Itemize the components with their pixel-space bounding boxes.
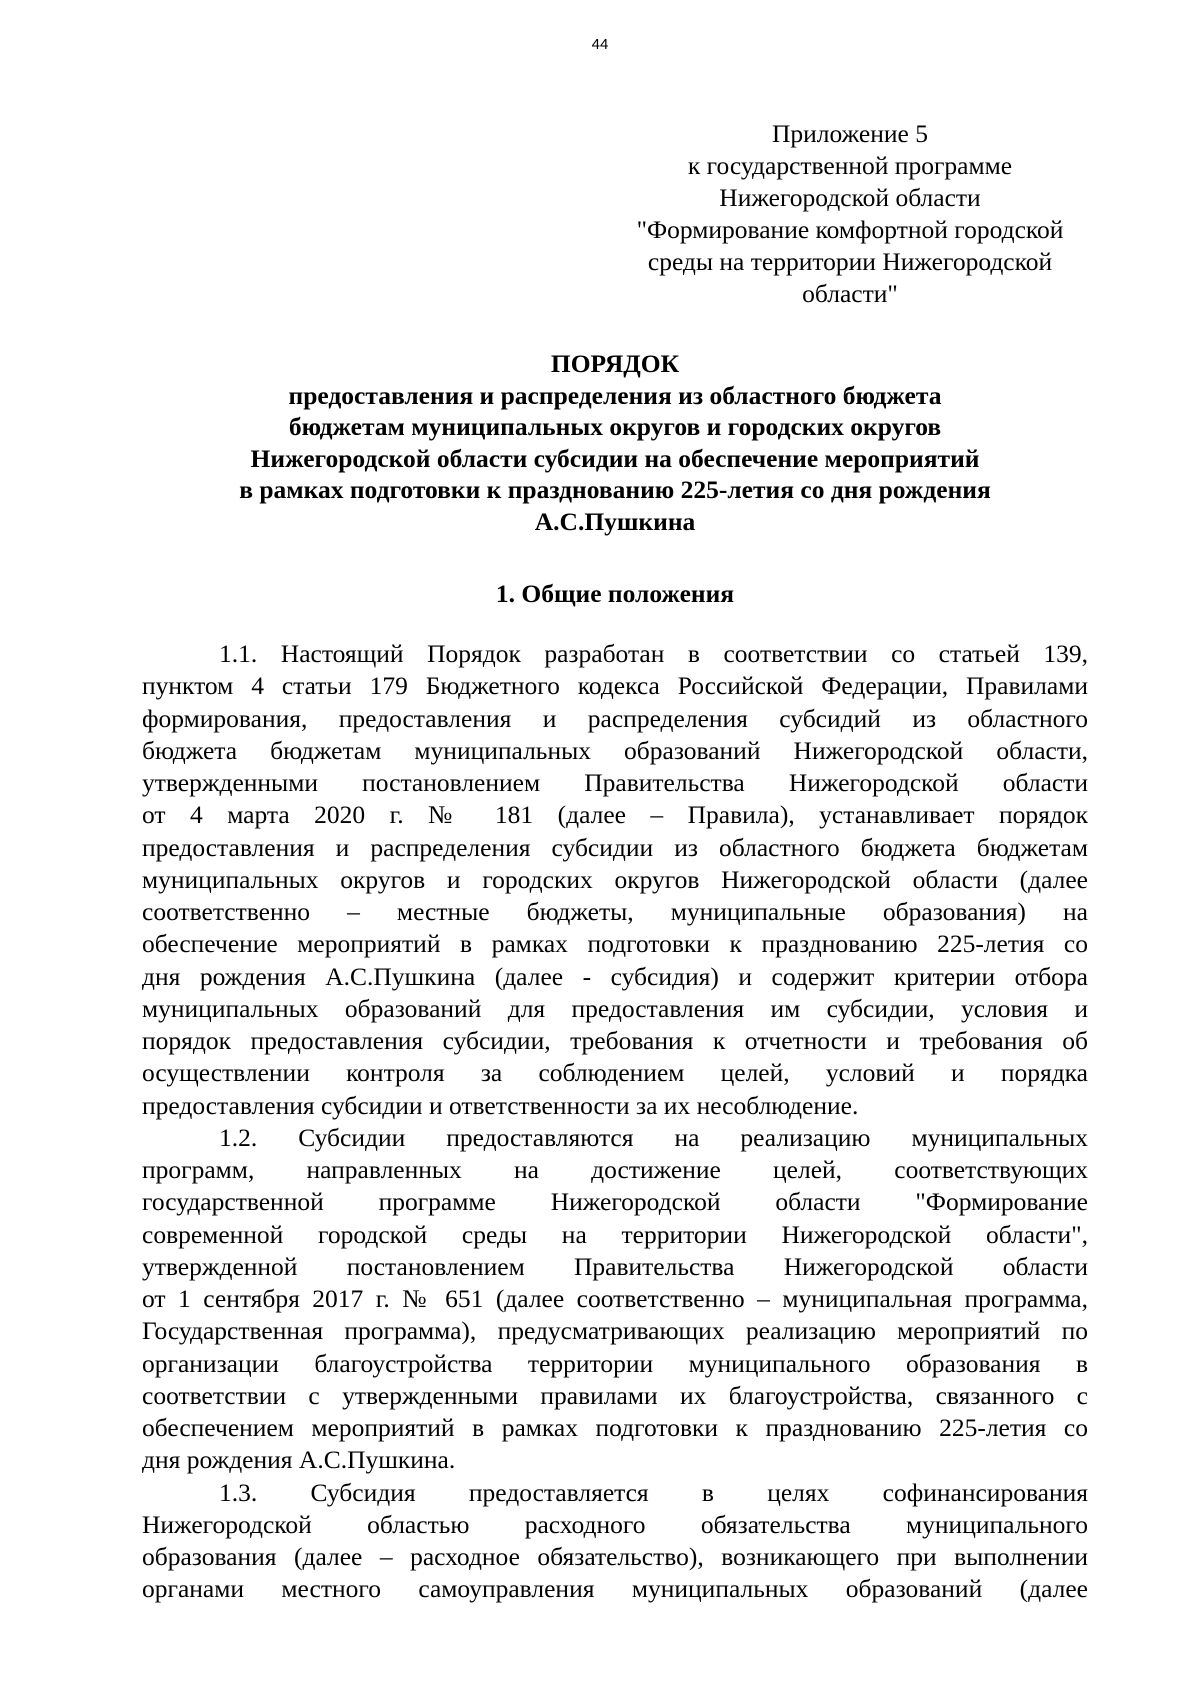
text-line: утвержденной постановлением Правительства Нижегородской области [142, 1251, 1088, 1281]
text-line: пунктом 4 статьи 179 Бюджетного кодекса Российской Федерации, Правилами [142, 671, 1088, 701]
text-line: порядок предоставления субсидии, требования к отчетности и требования об [142, 1026, 1088, 1055]
text-line: организации благоустройства территории муниципального образования в [142, 1348, 1088, 1378]
text-line: муниципальных образований для предоставления им субсидии, условия и [142, 993, 1088, 1023]
text-line: 1.3. Субсидия предоставляется в целях софинансирования [219, 1477, 1088, 1507]
text-line: 1.2. Субсидии предоставляются на реализацию муниципальных [219, 1122, 1088, 1152]
title-line: бюджетам муниципальных округов и городских округов [288, 412, 942, 441]
title-line: А.С.Пушкина [534, 506, 696, 536]
appendix-block [600, 118, 1100, 310]
appendix-line: "Формирование комфортной городской [636, 215, 1064, 244]
title-heading: ПОРЯДОК [550, 349, 680, 378]
text-line: формирования, предоставления и распределения субсидий из областного [142, 703, 1088, 733]
title-line: предоставления и распределения из областного бюджета [288, 380, 942, 410]
text-line: предоставления и распределения субсидии из областного бюджета бюджетам [142, 832, 1088, 862]
document-title [140, 348, 1090, 537]
text-line: обеспечением мероприятий в рамках подготовки к празднованию 225-летия со [142, 1413, 1088, 1442]
text-line: современной городской среды на территории Нижегородской области", [142, 1219, 1088, 1249]
paragraph-1-2 [142, 1122, 1088, 1477]
appendix-line: Нижегородской области [719, 183, 981, 212]
appendix-line: среды на территории Нижегородской [647, 247, 1053, 276]
text-line: 1.1. Настоящий Порядок разработан в соответствии со статьей 139, [219, 639, 1088, 668]
text-line: от 1 сентября 2017 г. № 651 (далее соответственно – муниципальная программа, [142, 1284, 1088, 1313]
text-line: Нижегородской областью расходного обязательства муниципального [142, 1509, 1088, 1539]
section-heading: 1. Общие положения [495, 579, 735, 608]
text-line: дня рождения А.С.Пушкина. [142, 1445, 456, 1475]
paragraph-1-1 [142, 638, 1088, 1122]
appendix-line: Приложение 5 [772, 119, 928, 148]
text-line: дня рождения А.С.Пушкина (далее - субсидия) и содержит критерии отбора [142, 961, 1088, 991]
text-line: обеспечение мероприятий в рамках подготовки к празднованию 225-летия со [142, 929, 1088, 959]
appendix-line: области" [802, 279, 898, 308]
text-line: соответственно – местные бюджеты, муниципальные образования) на [142, 897, 1088, 926]
text-line: программ, направленных на достижение целей, соответствующих [142, 1155, 1088, 1184]
page-number: 44 [591, 36, 609, 53]
text-line: предоставления субсидии и ответственности за их несоблюдение. [142, 1090, 859, 1120]
appendix-line: к государственной программе [687, 151, 1013, 180]
title-line: Нижегородской области субсидии на обеспечение мероприятий [250, 443, 980, 473]
text-line: бюджета бюджетам муниципальных образований Нижегородской области, [142, 735, 1088, 765]
paragraph-1-3 [142, 1477, 1088, 1606]
text-line: осуществлении контроля за соблюдением целей, условий и порядка [142, 1058, 1088, 1088]
text-line: от 4 марта 2020 г. № 181 (далее – Правила), устанавливает порядок [142, 800, 1088, 830]
text-line: органами местного самоуправления муниципальных образований (далее [142, 1574, 1088, 1604]
text-line: утвержденными постановлением Правительства Нижегородской области [142, 768, 1088, 797]
text-line: соответствии с утвержденными правилами их благоустройства, связанного с [142, 1380, 1088, 1410]
body-text [142, 638, 1088, 1606]
text-line: государственной программе Нижегородской области "Формирование [142, 1187, 1088, 1217]
text-line: Государственная программа), предусматривающих реализацию мероприятий по [142, 1316, 1088, 1346]
text-line: образования (далее – расходное обязательство), возникающего при выполнении [142, 1542, 1088, 1571]
text-line: муниципальных округов и городских округов Нижегородской области (далее [142, 864, 1088, 894]
title-line: в рамках подготовки к празднованию 225-летия со дня рождения [239, 475, 991, 504]
